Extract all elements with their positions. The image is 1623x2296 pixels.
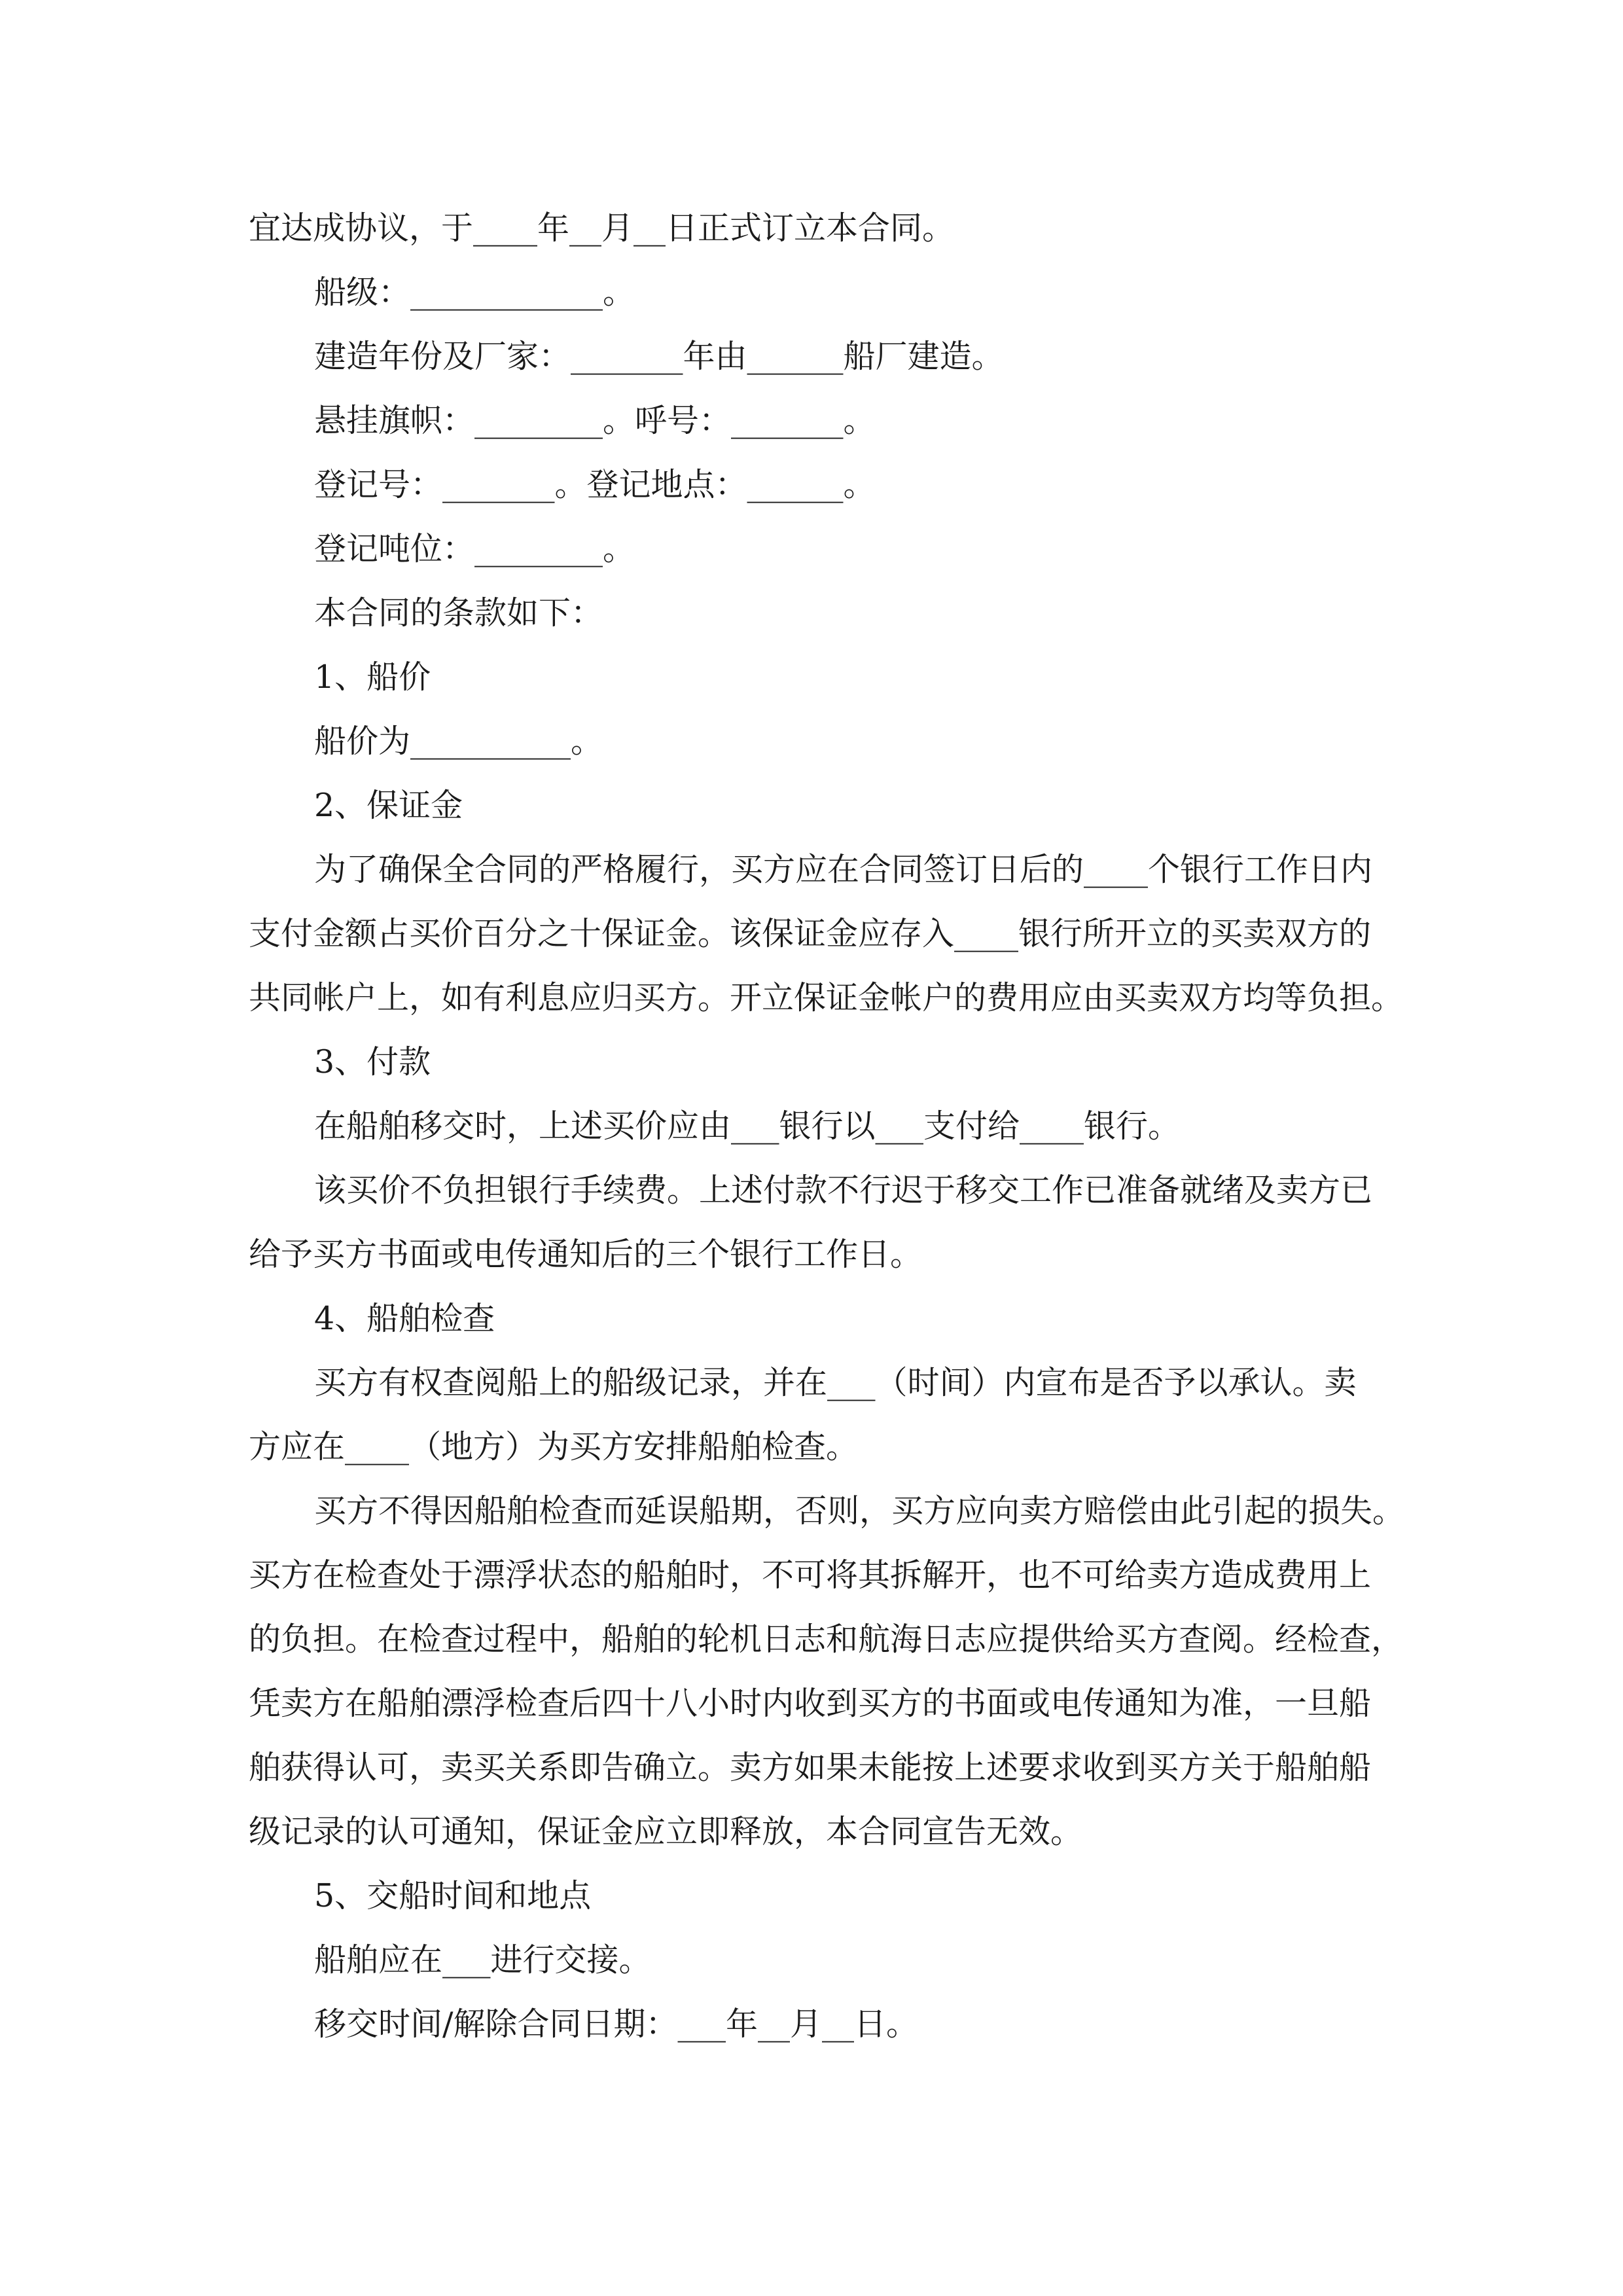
section-heading: 1、船价 [314,658,431,696]
text-line: 给予买方书面或电传通知后的三个银行工作日。 [249,1236,923,1273]
text-line: 买方有权查阅船上的船级记录，并在___（时间）内宣布是否予以承认。卖 [314,1364,1357,1401]
text-line: 买方不得因船舶检查而延误船期，否则，买方应向卖方赔偿由此引起的损失。 [314,1492,1405,1530]
text-line: 方应在____（地方）为买方安排船舶检查。 [249,1428,859,1465]
text-line: 本合同的条款如下： [314,594,603,632]
text-line: 船价为__________。 [314,723,603,760]
text-line: 移交时间/解除合同日期：___年__月__日。 [314,2005,919,2043]
section-heading: 5、交船时间和地点 [314,1877,592,1914]
text-line: 舶获得认可，卖买关系即告确立。卖方如果未能按上述要求收到买方关于船舶船 [249,1749,1372,1786]
text-line: 买方在检查处于漂浮状态的船舶时，不可将其拆解开，也不可给卖方造成费用上 [249,1556,1372,1594]
text-line: 在船舶移交时，上述买价应由___银行以___支付给____银行。 [314,1107,1181,1145]
text-line: 级记录的认可通知，保证金应立即释放，本合同宣告无效。 [249,1813,1083,1850]
text-line: 为了确保全合同的严格履行，买方应在合同签订日后的____个银行工作日内 [314,851,1373,888]
text-line: 共同帐户上，如有利息应归买方。开立保证金帐户的费用应由买卖双方均等负担。 [249,979,1404,1016]
text-line: 船级：____________。 [314,274,635,311]
text-line: 的负担。在检查过程中，船舶的轮机日志和航海日志应提供给买方查阅。经检查， [249,1621,1404,1658]
text-line: 登记吨位：________。 [314,530,635,567]
section-heading: 2、保证金 [314,787,463,824]
section-heading: 4、船舶检查 [314,1300,495,1337]
contract-body [249,196,1405,2056]
text-line: 悬挂旗帜：________。呼号：_______。 [314,402,876,439]
text-line: 凭卖方在船舶漂浮检查后四十八小时内收到买方的书面或电传通知为准，一旦船 [249,1685,1372,1722]
section-heading: 3、付款 [314,1043,431,1081]
text-line: 建造年份及厂家：_______年由______船厂建造。 [314,338,1004,375]
text-line: 船舶应在___进行交接。 [314,1941,651,1979]
text-line: 宜达成协议，于____年__月__日正式订立本合同。 [249,209,955,247]
text-line: 该买价不负担银行手续费。上述付款不行迟于移交工作已准备就绪及卖方已 [314,1172,1373,1209]
text-line: 支付金额占买价百分之十保证金。该保证金应存入____银行所开立的买卖双方的 [249,915,1372,952]
text-line: 登记号：_______。登记地点：______。 [314,466,876,503]
